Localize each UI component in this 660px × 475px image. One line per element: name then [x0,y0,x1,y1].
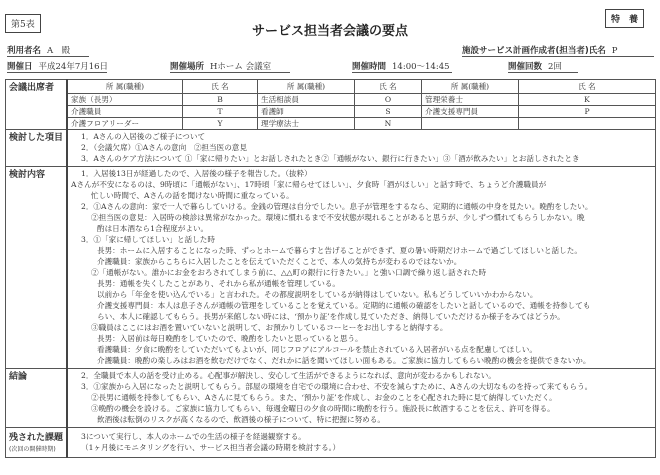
affiliation: 家族（長男） [67,94,183,106]
content-label: 検討内容 [6,167,68,369]
value: P [611,46,618,56]
name: S [355,106,422,118]
text-line: 介護職員：晩酌の楽しみはお酒を飲むだけでなく、だれかに話を聞いてほしい面もある。ご家族に協力してもらい晩酌の機会を提供できないか。 [97,356,591,365]
value: A 殿 [47,46,71,56]
remaining-label [6,428,68,458]
text-line: 2．全職員で本人の話を受け止める。心配事が解決し、安心して生活ができるようになれば、意向が変わるかもしれない。 [81,371,496,380]
value: 2回 [548,62,562,72]
text-line: ②担当医の意見：入居時の検診は異常がなかった。環境に慣れるまで不安状態が現れることがあると思うが、少しずつ慣れてもらうしかない。晩 [91,213,585,222]
text-line: 3について実行し、本人のホームでの生活の様子を経過観察する。 [81,432,306,441]
text-line: Aさんが不安になるのは、9時頃に「通帳がない」、17時頃「家に帰らせてほしい」、夕食時「酒がほしい」と話す時で、ちょうど介護職員が [71,180,547,189]
text-line: 1．入居後13日が経過したので、入居後の様子を報告した。（抜粋） [81,169,312,178]
text-line: 3．①家族から入居になったと説明してもらう。部屋の環境を自宅での環境に合わせ、不安を減らすために、Aさんの大切なものを持って来てもらう。 [81,382,593,391]
text-line: 酌は日本酒なら1合程度がよい。 [97,224,209,233]
place-field [170,60,290,73]
text-line: ②「通帳がない。誰かにお金をおろされてしまう前に、△△町の銀行に行きたい。」と強い口調で繰り返し話された時 [91,268,487,277]
facility-type-badge: 特 養 [605,9,644,28]
text-line: ②長男に通帳を持参してもらい、Aさんに見てもらう。また、‘預かり証’を作成し、お金のことを心配された時に見て納得していただく。 [91,393,557,402]
col-name: 氏 名 [183,80,258,94]
meeting-summary-table [5,79,656,458]
item-line: 3．Aさんのケア方法について ①「家に帰りたい」とお話しされたとき②「通帳がない、銀行に行きたい」③「酒が飲みたい」とお話しされたとき [81,154,580,163]
conclusion-body [67,369,656,428]
text-line: 2．①Aさんの意向：家で一人で暮らしていける。金銭の管理は自分でしたい。息子が管理をするなら、定期的に通帳の中身を見たい。晩酌をしたい。 [81,202,593,211]
col-name: 氏 名 [519,80,656,94]
label: 開催回数 [508,62,543,72]
text-line: 長男：通帳を失くしたことがあり、それから私が通帳を管理している。 [97,279,340,288]
name: Y [183,118,258,130]
affiliation: 介護フロアリーダー [67,118,183,130]
text-line: 飲酒後は転倒のリスクが高くなるので、飲酒後の様子について、特に把握に努める。 [97,415,385,424]
text-line: 以前から「年金を使い込んでいる」と言われた。その都度説明をしているが納得はしていない。私もどうしていいかわからない。 [97,290,538,299]
affiliation: 理学療法士 [258,118,355,130]
label: 利用者名 [7,46,42,56]
planner-field [462,44,654,57]
text-line: ③晩酌の機会を設ける。ご家族に協力してもらい、毎週金曜日の夕食の時間に晩酌を行う。施設長に飲酒することを伝え、許可を得る。 [91,404,555,413]
content-body [67,167,656,369]
col-affiliation: 所 属(職種) [258,80,355,94]
col-affiliation: 所 属(職種) [422,80,519,94]
attendee-row [6,118,656,130]
item-line: 2．（会議欠席）①Aさんの意向 ②担当医の意見 [81,143,247,152]
col-name: 氏 名 [355,80,422,94]
affiliation: 管理栄養士 [422,94,519,106]
date-field [7,60,107,73]
item-line: 1．Aさんの入居後のご様子について [81,132,206,141]
remaining-title: 残された課題 [9,433,64,443]
attendee-row [6,106,656,118]
name: K [519,94,656,106]
remaining-sublabel: (次回の開催時期) [9,446,56,453]
value: 14:00～14:45 [392,62,450,72]
name: P [519,106,656,118]
text-line: 長男：ホームに入居することになった時、ずっとホームで暮らすと告げることができず、夏の暑い時期だけホームで過ごしてほしいと話した。 [97,246,582,255]
attendees-label: 会議出席者 [6,80,68,130]
attendee-row [6,94,656,106]
text-line: 看護職員：夕食に晩酌をしていただいてもよいが、同じフロアにアルコールを禁止されている入居者がいる点を配慮してほしい。 [97,345,537,354]
text-line: らい、本人に確認してもらう。長男が来館しない時には、‘預かり証’を作成し見ていただき、納得していただけるか様子をみてはどうか。 [97,312,565,321]
form-number: 第5表 [5,14,41,33]
label: 開催日 [7,62,33,72]
text-line: 介護職員：家族からこちらに入居したことを伝えていただくことで、本人の気持ちが変わるのではないか。 [97,257,462,266]
value: 平成24年7月16日 [38,62,109,72]
affiliation: 介護職員 [67,106,183,118]
user-name-field [7,44,89,57]
name [519,118,656,130]
name: B [183,94,258,106]
items-content [67,130,656,167]
affiliation [422,118,519,130]
conclusion-label: 結論 [6,369,68,428]
label: 開催時間 [352,62,387,72]
count-field [508,60,578,73]
text-line: ③職員はここにはお酒を置いていないと説明して、お預かりしているコーヒーをお出しすると納得する。 [91,323,448,332]
affiliation: 看護師 [258,106,355,118]
time-field [352,60,452,73]
text-line: 忙しい時間で、Aさんの話を聞けない時間に重なっている。 [91,191,294,200]
col-affiliation: 所 属(職種) [67,80,183,94]
name: O [355,94,422,106]
remaining-body [67,428,656,458]
name: N [355,118,422,130]
text-line: （1ヶ月後にモニタリングを行い、サービス担当者会議の時期を検討する。） [81,443,341,452]
affiliation: 生活相談員 [258,94,355,106]
label: 開催場所 [170,62,205,72]
items-label: 検討した項目 [6,130,68,167]
text-line: 3．①「家に帰してほしい」と話した時 [81,235,215,244]
page-title: サービス担当者会議の要点 [251,24,408,39]
label: 施設サービス計画作成者(担当者)氏名 [462,46,606,56]
text-line: 介護支援専門員：本人は息子さんが通帳の管理をしていることを覚えている。定期的に通帳の確認をしたいと話しているので、通帳を持参しても [97,301,591,310]
value: Hホーム 会議室 [210,62,272,72]
text-line: 長男：入居前は毎日晩酌をしていたので、晩酌をしたいと思っていると思う。 [97,334,363,343]
affiliation: 介護支援専門員 [422,106,519,118]
name: T [183,106,258,118]
